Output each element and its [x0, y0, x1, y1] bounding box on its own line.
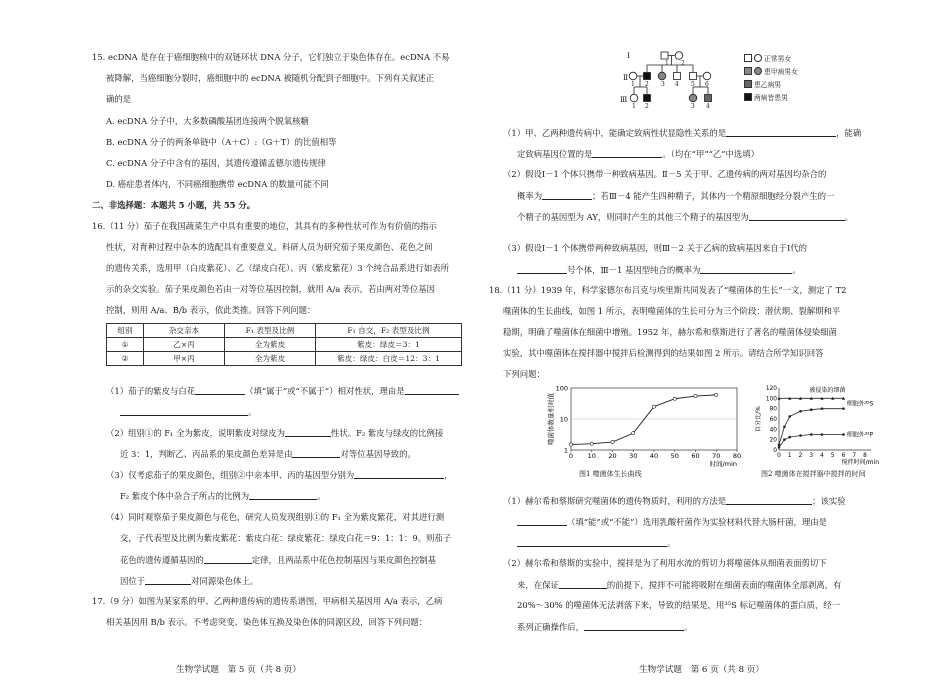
answer-blank[interactable]: [559, 580, 607, 589]
text: （1）茄子的紫皮与白花: [106, 386, 196, 396]
answer-blank[interactable]: [726, 128, 836, 137]
chart1-y-tick-label: 100: [555, 384, 568, 393]
q18-part1-line2: [517, 517, 827, 526]
pedigree-gen-3-label: Ⅲ: [620, 95, 628, 104]
chart2-series-line: [779, 409, 844, 445]
q18-part1-line3: [517, 538, 675, 547]
right-page-footer: 生物学试题 第 6 页（共 8 页）: [639, 665, 764, 675]
chart2-x-tick-label: 6: [841, 453, 846, 459]
chart1-y-tick-label: 10: [559, 415, 568, 424]
q16-line4: 示的杂交实验。茄子果皮颜色若由一对等位基因控制，就用 A/a 表示，若由两对等位基因: [106, 284, 436, 294]
pedigree-num-i1: 1: [665, 60, 669, 67]
chart1-data-point: [632, 432, 635, 435]
q15-line1: 15. ecDNA 是存在于癌细胞核中的双链环状 DNA 分子，它们独立于染色体存在。ecDNA 不易: [92, 52, 450, 62]
chart2-series-label: 细胞外³²P: [846, 431, 874, 439]
chart2-data-point: [810, 408, 813, 411]
q16-part4-line1: （4）同时观察茄子果皮颜色与花色，研究人员发现组别①的 F₁ 全为紫皮紫花，对其进行测: [106, 512, 445, 522]
text: 。: [792, 265, 801, 275]
table-cell: ②: [107, 352, 144, 366]
q16-line5: 控制，则用 A/a、B/b 表示，依此类推。回答下列问题：: [106, 305, 316, 315]
chart2-x-tick-label: 1: [787, 453, 792, 459]
pedigree-num-ii5: 5: [691, 81, 695, 88]
chart2-y-tick-label: 60: [769, 417, 777, 423]
chart1-x-tick-label: 10: [587, 452, 596, 460]
q16-part2-line1: [106, 428, 443, 437]
q16-line3: 的遗传关系，选用甲（白皮紫花）、乙（绿皮白花）、丙（紫皮紫花）3 个纯合品系进行如表所: [106, 263, 449, 273]
pedigree-diagram: [627, 50, 737, 110]
pedigree-num-ii6: 6: [705, 81, 709, 88]
table-row: [107, 352, 462, 366]
q18-part1-line1: [503, 496, 846, 505]
table-cell: ①: [107, 338, 144, 352]
chart2-y-tick-label: 80: [769, 406, 777, 413]
q16-part3-line2: [120, 491, 325, 500]
legend-normal: [744, 54, 791, 63]
chart1-y-axis-label: 噬菌体数量相对值: [547, 393, 555, 445]
text: （填“能”或“不能”）选用乳酸杆菌作为实验材料代替大肠杆菌，理由是: [567, 517, 827, 527]
q18-line4: 实验，其中噬菌体在搅拌器中搅拌后检测得到的结果如图 2 所示。请结合所学知识回答: [503, 348, 824, 358]
chart2-data-point: [821, 433, 824, 436]
chart2-series-label: 细胞外³⁵S: [846, 400, 874, 408]
table-cell: 全为紫皮: [225, 352, 316, 366]
chart2-x-tick-label: 7: [852, 453, 857, 459]
table-header-cell: F₁ 自交，F₂ 表型及比例: [316, 324, 462, 338]
q17-part3-line1: （3）假设Ⅰ－1 个体携带两种致病基因，则Ⅲ－2 关于乙病的致病基因来自于Ⅰ代的: [503, 243, 808, 253]
chart2-x-tick-label: 2: [798, 453, 803, 459]
chart2-y-tick-label: 100: [765, 396, 777, 403]
answer-blank[interactable]: [204, 555, 252, 564]
chart1-data-point: [590, 442, 593, 445]
text: 的前提下，搅拌不可能将吸附在细菌表面的噬菌体全部剥离，有: [606, 580, 842, 590]
legend-text: 患乙病男: [754, 81, 782, 89]
chart1-x-tick-label: 80: [732, 452, 742, 460]
q16-table: [106, 323, 462, 366]
q17-part1-line1: [503, 128, 861, 137]
chart1-data-point: [611, 440, 614, 443]
answer-blank[interactable]: [542, 191, 592, 200]
q17-part2-line2: [517, 191, 834, 200]
chart2-data-point: [788, 415, 791, 418]
section-2-heading: 二、非选择题：本题共 5 小题，共 55 分。: [92, 200, 256, 210]
chart1-data-point: [715, 393, 718, 396]
text: 因位于: [120, 576, 146, 586]
q16-line2: 性状，对育种过程中杂本的选配具有重要意义。科研人员为研究茄子果皮颜色、花色之间: [106, 242, 433, 252]
table-row: [107, 338, 462, 352]
q15-option-c: C. ecDNA 分子中含有的基因，其遗传遵循孟德尔遗传规律: [106, 158, 326, 168]
answer-blank[interactable]: [517, 538, 667, 547]
answer-blank[interactable]: [354, 470, 444, 479]
text: 号个体，Ⅲ－1 基因型纯合的概率为: [567, 265, 701, 275]
chart2-data-point: [778, 446, 781, 449]
chart1-caption: 图1 噬菌体生长曲线: [579, 470, 642, 478]
text: （1）赫尔希和蔡斯研究噬菌体的遗传物质时，利用的方法是: [503, 496, 727, 506]
text: （2）组别①的 F₁ 全为紫皮，说明紫皮对绿皮为: [106, 428, 285, 438]
text: 性状。F₂ 紫皮与绿皮的比例接: [330, 428, 444, 438]
q18-line1: 18.（11 分）1939 年，科学家德尔布吕克与埃里斯共同发表了“噬菌体的生长”一文，测定了 T2: [489, 285, 847, 295]
q15-line2: 被降解，当癌细胞分裂时，癌细胞中的 ecDNA 被随机分配到子细胞中。下列有关叙述正: [106, 73, 435, 83]
chart2-data-point: [799, 410, 802, 413]
text: （3）仅考虑茄子的果皮颜色，组别②中亲本甲、丙的基因型分别为: [106, 470, 355, 480]
text: 。: [317, 491, 326, 501]
chart1-x-tick-label: 30: [629, 452, 638, 460]
chart1-x-tick-label: 70: [712, 452, 721, 460]
table-cell: 全为紫皮: [225, 338, 316, 352]
text: 。: [248, 407, 257, 417]
text: 系列正确操作后，: [517, 622, 584, 632]
chart2-data-point: [842, 433, 845, 436]
q15-option-a: A. ecDNA 分子中，大多数磷酸基团连接两个脱氧核糖: [106, 116, 309, 126]
q16-part2-line2: [120, 449, 416, 458]
text: 定致病基因位置的是: [517, 149, 593, 159]
pedigree-num-ii2: 2: [645, 81, 649, 88]
pedigree-num-iii1: 1: [632, 103, 636, 110]
q15-option-b: B. ecDNA 分子的两条单链中（A＋C）:（G＋T）的比值相等: [106, 137, 337, 147]
answer-blank[interactable]: [592, 149, 662, 158]
chart1-data-point: [569, 443, 572, 446]
pedigree-num-iii2: 2: [645, 103, 649, 110]
chart2-caption: 图2 噬菌体在搅拌器中搅拌的时间: [761, 470, 866, 478]
q16-line1: 16.（11 分）茄子在我国蔬菜生产中具有重要的地位，其具有的多种性状可作为有价值的指示: [92, 221, 437, 231]
answer-blank[interactable]: [584, 622, 684, 631]
left-page-footer: 生物学试题 第 5 页（共 8 页）: [176, 665, 301, 675]
chart2-x-tick-label: 0: [777, 453, 781, 459]
pedigree-gen-1-label: Ⅰ: [627, 51, 630, 60]
pedigree-num-iii4: 4: [706, 103, 710, 110]
text: 。: [844, 212, 854, 222]
table-header-cell: F₁ 表型及比例: [225, 324, 316, 338]
chart2-x-tick-label: 5: [830, 453, 835, 459]
text: ；若Ⅲ－4 能产生四种精子，其体内一个精原细胞经分裂产生的一: [592, 191, 835, 201]
table-cell: 甲×丙: [144, 352, 225, 366]
q17-part1-line2: [517, 149, 759, 158]
table-cell: 乙×丙: [144, 338, 225, 352]
answer-blank[interactable]: [517, 265, 567, 274]
answer-blank[interactable]: [517, 517, 567, 526]
answer-blank[interactable]: [249, 491, 317, 500]
pedigree-num-ii1: 1: [631, 81, 635, 88]
q16-part4-line3: [120, 555, 436, 564]
chart1-x-tick-label: 40: [649, 452, 659, 460]
chart2-data-point: [810, 433, 813, 436]
text: ，: [444, 470, 453, 480]
q18-line3: 稳期，明确了噬菌体在细菌中增殖。1952 年，赫尔希和蔡斯进行了著名的噬菌体侵染细菌: [503, 327, 837, 337]
q15-line3: 确的是: [106, 94, 132, 104]
q17-part2-line3: [517, 212, 853, 221]
chart2-x-tick-label: 8: [863, 453, 867, 459]
q18-part2-line1: （2）赫尔希和蔡斯的实验中，搅拌是为了利用水流的剪切力将噬菌体从细菌表面剪切下: [503, 558, 827, 568]
table-cell: 紫皮：绿皮＝3：1: [316, 338, 462, 352]
text: 近 3：1，判断乙、丙品系的果皮颜色差异是由: [120, 449, 293, 459]
pedigree-num-ii3: 3: [661, 81, 665, 88]
chart2-series-label: 被侵染的细菌: [809, 387, 846, 395]
chart1-x-tick-label: 60: [691, 452, 700, 460]
chart2-data-point: [842, 407, 845, 410]
text: 对等位基因导致的。: [340, 449, 416, 459]
chart1-data-point: [652, 405, 655, 408]
black-square-icon: [744, 93, 752, 101]
text: （1）甲、乙两种遗传病中，能确定致病性状显隐性关系的是: [503, 128, 727, 138]
chart1-data-point: [673, 397, 676, 400]
legend-text: 正常男女: [764, 55, 792, 63]
circle-icon: [754, 54, 762, 62]
chart2-data-point: [783, 438, 786, 441]
dark-square-icon: [744, 80, 752, 88]
q16-part4-line2: 交，子代表型及比例为紫皮紫花：紫皮白花：绿皮紫花：绿皮白花＝9：1：1：9。则茄子: [120, 533, 452, 543]
chart1-x-tick-label: 50: [670, 452, 679, 460]
answer-blank[interactable]: [726, 496, 812, 505]
q16-part1-line2: [120, 407, 256, 416]
chart2-y-tick-label: 20: [769, 437, 777, 444]
pedigree-num-ii4: 4: [675, 81, 679, 88]
chart2-x-tick-label: 4: [820, 453, 824, 459]
chart2-data-point: [788, 436, 791, 439]
text: ，能确: [836, 128, 862, 138]
pedigree-gen-2-label: Ⅱ: [623, 73, 629, 82]
chart2-x-tick-label: 3: [809, 453, 814, 459]
text: 个精子的基因型为 AY，则同时产生的其他三个精子的基因型为: [517, 212, 749, 222]
legend-disease-b: [744, 80, 781, 89]
right-page: [475, 0, 950, 688]
answer-blank[interactable]: [405, 386, 459, 395]
answer-blank[interactable]: [120, 407, 248, 416]
text: 对同源染色体上。: [191, 576, 259, 586]
chart1-data-point: [694, 394, 697, 397]
filled-circle-icon: [754, 67, 762, 75]
chart2-x-axis-label: 搅拌时间/min: [841, 459, 879, 466]
chart2-y-axis-label: 百分比/%: [755, 406, 762, 432]
answer-blank[interactable]: [145, 576, 191, 585]
legend-text: 患甲病男女: [764, 68, 798, 76]
q17-part2-line1: （2）假设Ⅰ－1 个体只携带一种致病基因。Ⅱ－5 关于甲、乙遗传病的两对基因均杂合的: [503, 169, 827, 179]
chart2-y-tick-label: 120: [765, 386, 777, 392]
table-header-row: [107, 324, 462, 338]
chart1-x-axis-label: 时间/min: [709, 460, 737, 468]
text: （填“属于”或“不属于”）相对性状，理由是: [245, 386, 405, 396]
text: 概率为: [517, 191, 543, 201]
chart2-y-tick-label: 0: [773, 448, 777, 454]
pedigree-num-iii3: 3: [691, 103, 695, 110]
legend-both: [744, 93, 788, 102]
chart1-x-tick-label: 20: [608, 452, 617, 460]
answer-blank[interactable]: [292, 449, 340, 458]
answer-blank[interactable]: [285, 428, 331, 437]
answer-blank[interactable]: [749, 212, 845, 221]
answer-blank[interactable]: [195, 386, 245, 395]
q17-part3-line2: [517, 265, 801, 274]
text: 花色的遗传遵循基因的: [120, 555, 204, 565]
chart1-series-line: [571, 395, 716, 445]
chart2-data-point: [821, 407, 824, 410]
q17-line1: 17.（9 分）如图为某家系的甲、乙两种遗传病的遗传系谱图，甲病相关基因用 A/a 表示，乙病: [92, 596, 443, 606]
q18-part2-line3: 20%～30% 的噬菌体无法剥落下来，导致的结果是，用³⁵S 标记噬菌体的蛋白质，经一: [517, 600, 841, 610]
text: 定律，且两品系中花色控制基因与果皮颜色控制基: [251, 555, 436, 565]
text: 。: [684, 622, 693, 632]
text: 。（均在“甲”“乙”中选填）: [662, 149, 760, 159]
text: 。: [667, 538, 676, 548]
table-header-cell: 杂交亲本: [144, 324, 225, 338]
pedigree-num-i2: 2: [681, 60, 685, 67]
chart2-data-point: [783, 425, 786, 428]
q17-line2: 相关基因用 B/b 表示。不考虑突变、染色体互换及染色体的同源区段，回答下列问题：: [106, 617, 428, 627]
legend-text: 两病皆患男: [754, 94, 788, 102]
q18-part2-line2: [517, 580, 841, 589]
filled-square-icon: [744, 67, 752, 75]
text: ；该实验: [812, 496, 846, 506]
q18-line5: 下列问题：: [503, 369, 545, 379]
chart1-x-tick-label: 0: [568, 452, 574, 460]
q16-part1-line1: [106, 386, 459, 395]
q18-part2-line4: [517, 622, 692, 631]
chart-blending-time: [755, 382, 895, 468]
table-header-cell: 组别: [107, 324, 144, 338]
q18-line2: 噬菌体的生长曲线，如图 1 所示，表明噬菌体的生长可分为三个阶段：潜伏期、裂解期和平: [503, 306, 841, 316]
q16-part3-line1: [106, 470, 453, 479]
legend-disease-a: [744, 67, 798, 76]
q16-part4-line4: [120, 576, 258, 585]
text: 来，在保证: [517, 580, 559, 590]
table-cell: 紫皮：绿皮：白皮＝12：3：1: [316, 352, 462, 366]
square-icon: [744, 54, 752, 62]
answer-blank[interactable]: [700, 265, 792, 274]
text: F₂ 紫皮个体中杂合子所占的比例为: [120, 491, 250, 501]
chart2-y-tick-label: 40: [769, 427, 777, 434]
chart1-y-tick-label: 1: [563, 446, 568, 455]
chart-phage-growth: [545, 382, 745, 468]
q15-option-d: D. 癌症患者体内，不同癌细胞携带 ecDNA 的数量可能不同: [106, 179, 329, 189]
chart2-data-point: [799, 434, 802, 437]
